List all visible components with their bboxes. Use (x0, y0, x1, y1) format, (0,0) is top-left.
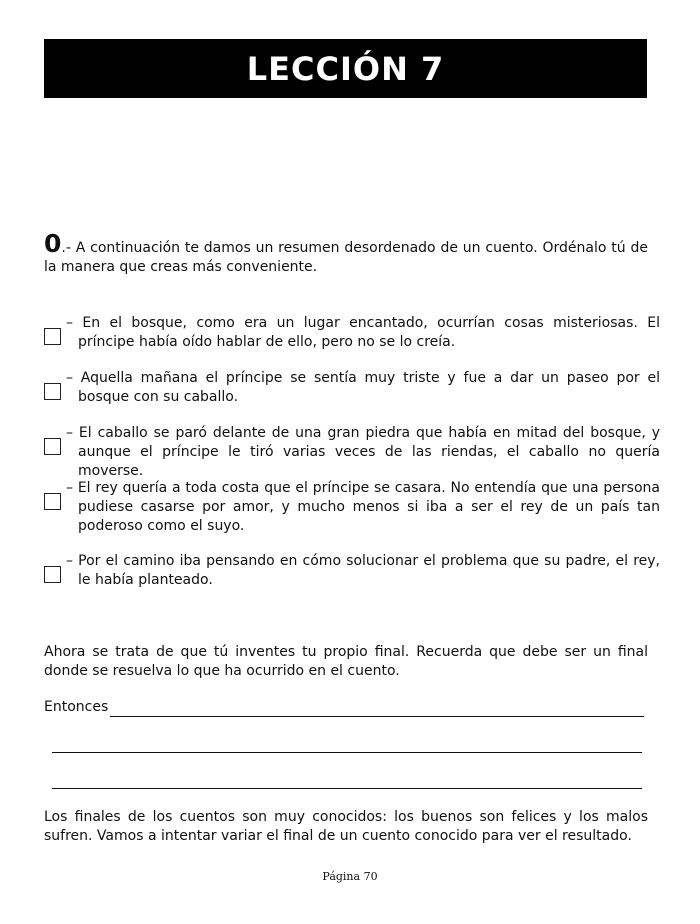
order-checkbox[interactable] (44, 328, 61, 345)
order-checkbox[interactable] (44, 383, 61, 400)
lesson-title: LECCIÓN 7 (246, 49, 445, 88)
order-checkbox[interactable] (44, 566, 61, 583)
exercise-instruction-text: .- A continuación te damos un resumen desordenado de un cuento. Ordénalo tú de la manera que creas más conveniente. (44, 240, 648, 275)
order-checkbox[interactable] (44, 438, 61, 455)
answer-line-row (52, 774, 642, 789)
story-item-text: – El caballo se paró delante de una gran piedra que había en mitad del bosque, y aunque el príncipe le tiró varias veces de las riendas, el caballo no quería moverse. (66, 425, 660, 479)
answer-line[interactable] (52, 774, 642, 789)
order-checkbox[interactable] (44, 493, 61, 510)
exercise-number: 0 (44, 229, 62, 258)
story-item-text: – El rey quería a toda costa que el príncipe se casara. No entendía que una persona pudiese casarse por amor, y mucho menos si iba a ser el rey de un país tan poderoso como el suyo. (66, 480, 660, 534)
story-item-text: – En el bosque, como era un lugar encantado, ocurrían cosas misteriosas. El príncipe había oído hablar de ello, pero no se lo creía. (66, 315, 660, 350)
story-item-text: – Por el camino iba pensando en cómo solucionar el problema que su padre, el rey, le había planteado. (66, 553, 660, 588)
exercise-instruction (44, 229, 648, 277)
lesson-header-banner (44, 39, 647, 98)
answer-line-row (52, 738, 642, 753)
ending-prompt: Ahora se trata de que tú inventes tu propio final. Recuerda que debe ser un final donde se resuelva lo que ha ocurrido en el cuento. (44, 644, 648, 679)
answer-line[interactable] (110, 702, 644, 717)
closing-text: Los finales de los cuentos son muy conocidos: los buenos son felices y los malos sufren. Vamos a intentar variar el final de un cuento conocido para ver el resultado. (44, 809, 648, 844)
answer-line[interactable] (52, 738, 642, 753)
answer-label: Entonces (44, 699, 109, 715)
page-number: Página 70 (322, 870, 378, 883)
answer-line-row (44, 698, 644, 717)
story-item-text: – Aquella mañana el príncipe se sentía muy triste y fue a dar un paseo por el bosque con su caballo. (66, 370, 660, 405)
